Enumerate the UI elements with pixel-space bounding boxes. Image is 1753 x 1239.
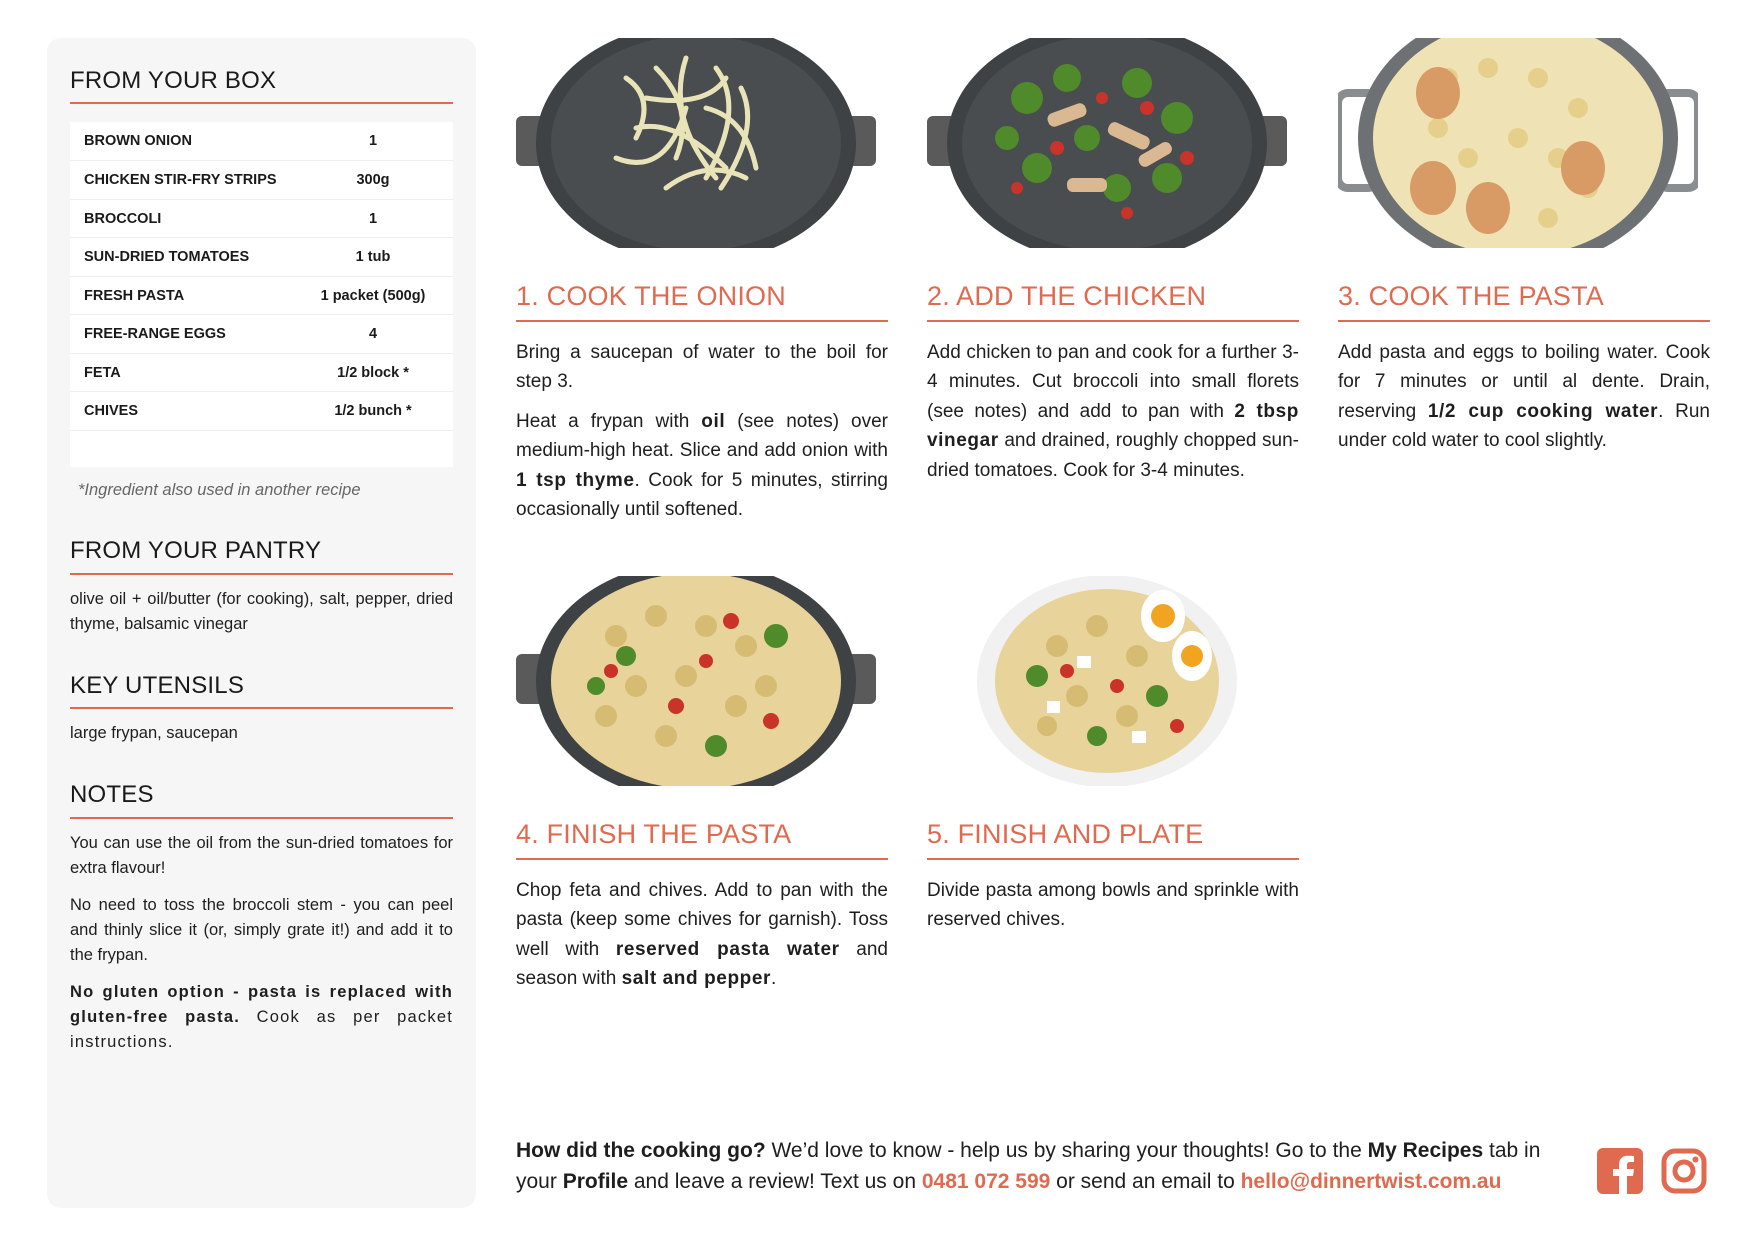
text-run: . [771,968,777,990]
table-row [70,199,453,238]
table-row [70,276,453,315]
key-utensils-heading: KEY UTENSILS [70,673,453,709]
pantry-section [70,538,453,636]
bold-oil: oil [701,410,726,432]
text-run: or send an email to [1050,1170,1241,1193]
gluten-option-rest: Cook as per packet instructions. [70,1007,453,1051]
utensils-section [70,673,453,746]
bold-cooking-water: 1/2 cup cooking water [1427,400,1659,422]
note-oil: You can use the oil from the sun-dried tomatoes for extra flavour! [70,833,453,877]
step-1-text-1: Bring a saucepan of water to the boil for step 3. [516,341,888,393]
text-run: . Run under cold water to cool slightly. [1338,400,1710,452]
text-run: Add pasta and eggs to boiling water. Cook for 7 minutes or until al dente. Drain, reserving [1338,341,1710,422]
ingredient-qty: 1/2 block * [337,364,409,381]
ingredients-sidebar [47,38,476,1208]
step-5 [927,576,1299,935]
text-run: Heat a frypan with [516,410,702,432]
from-your-box-heading: FROM YOUR BOX [70,68,453,104]
from-your-pantry-heading: FROM YOUR PANTRY [70,538,453,574]
step-1 [516,38,888,525]
step-3-title: 3. COOK THE PASTA [1338,282,1710,322]
step-1-title: 1. COOK THE ONION [516,282,888,322]
ingredient-name: FETA [84,364,121,381]
table-row [70,315,453,354]
ingredient-name: CHICKEN STIR-FRY STRIPS [84,172,277,189]
note-broccoli: No need to toss the broccoli stem - you can peel and thinly slice it (or, simply grate it!) and add it to the frypan. [70,895,453,964]
my-recipes-label: My Recipes [1367,1139,1484,1162]
step-3-text [1338,338,1710,456]
bold-vinegar: 2 tbsp vinegar [927,400,1299,452]
profile-label: Profile [562,1170,629,1193]
text-run: and season with [516,938,888,990]
facebook-icon[interactable] [1597,1148,1643,1199]
text-run: tab in your [516,1139,1541,1193]
instagram-icon[interactable] [1661,1148,1707,1199]
utensils-text: large frypan, saucepan [70,724,238,743]
ingredient-qty: 1 packet (500g) [320,287,426,304]
step-4 [516,576,888,994]
pasta-frypan-photo [516,576,876,786]
step-5-text: Divide pasta among bowls and sprinkle with reserved chives. [927,879,1299,931]
ingredient-name: FREE-RANGE EGGS [84,326,226,343]
ingredient-qty: 1 [368,133,378,150]
onion-frypan-photo [516,38,876,248]
ingredient-qty: 1 [368,210,378,227]
feedback-footer [516,1135,1566,1197]
ingredient-name: FRESH PASTA [84,287,185,304]
step-4-title: 4. FINISH THE PASTA [516,820,888,860]
ingredient-qty: 1 tub [355,249,391,266]
email-link[interactable]: hello@dinnertwist.com.au [1240,1170,1502,1193]
table-row [70,238,453,277]
step-3 [1338,38,1710,456]
ingredient-name: SUN-DRIED TOMATOES [84,249,250,266]
table-row [70,353,453,392]
bold-thyme: 1 tsp thyme [516,469,635,491]
step-2-title: 2. ADD THE CHICKEN [927,282,1299,322]
pantry-text: olive oil + oil/butter (for cooking), salt, pepper, dried thyme, balsamic vinegar [70,589,453,633]
text-run: . Cook for 5 minutes, stirring occasionally until softened. [516,469,889,521]
text-run: Add chicken to pan and cook for a further 3-4 minutes. Cut broccoli into small florets (see notes) and add to pan with [927,341,1299,422]
pasta-eggs-saucepan-photo [1338,38,1698,248]
table-spacer-row [70,430,453,467]
ingredient-name: BROWN ONION [84,133,192,150]
step-1-text-2 [516,407,888,525]
step-4-text [516,876,888,994]
text-run: and leave a review! Text us on [628,1170,922,1193]
bold-reserved-water: reserved pasta water [615,938,840,960]
text-run: We’d love to know - help us by sharing your thoughts! Go to the [765,1139,1368,1162]
plated-pasta-bowl-photo [927,576,1287,786]
notes-section [70,782,453,1054]
note-gluten [70,980,453,1055]
bold-salt-pepper: salt and pepper [621,968,772,990]
step-5-title: 5. FINISH AND PLATE [927,820,1299,860]
ingredient-name: CHIVES [84,403,138,420]
step-2-text [927,338,1299,486]
gluten-option-bold: No gluten option - pasta is replaced with gluten-free pasta. [70,982,453,1026]
table-row [70,122,453,161]
table-row [70,392,453,431]
table-row [70,161,453,200]
box-ingredients-table [70,122,453,467]
footer-question: How did the cooking go? [516,1139,766,1162]
phone-link[interactable]: 0481 072 599 [921,1170,1051,1193]
ingredient-qty: 1/2 bunch * [334,403,412,420]
text-run: (see notes) over medium-high heat. Slice and add onion with [516,410,888,462]
step-2 [927,38,1299,485]
text-run: Chop feta and chives. Add to pan with the pasta (keep some chives for garnish). Toss well with [516,879,888,960]
ingredient-qty: 4 [368,326,378,343]
shared-ingredient-note: *Ingredient also used in another recipe [78,481,361,500]
chicken-broccoli-frypan-photo [927,38,1287,248]
notes-heading: NOTES [70,782,453,818]
ingredient-qty: 300g [356,172,390,189]
ingredient-name: BROCCOLI [84,210,162,227]
text-run: and drained, roughly chopped sun-dried tomatoes. Cook for 3-4 minutes. [927,430,1299,481]
